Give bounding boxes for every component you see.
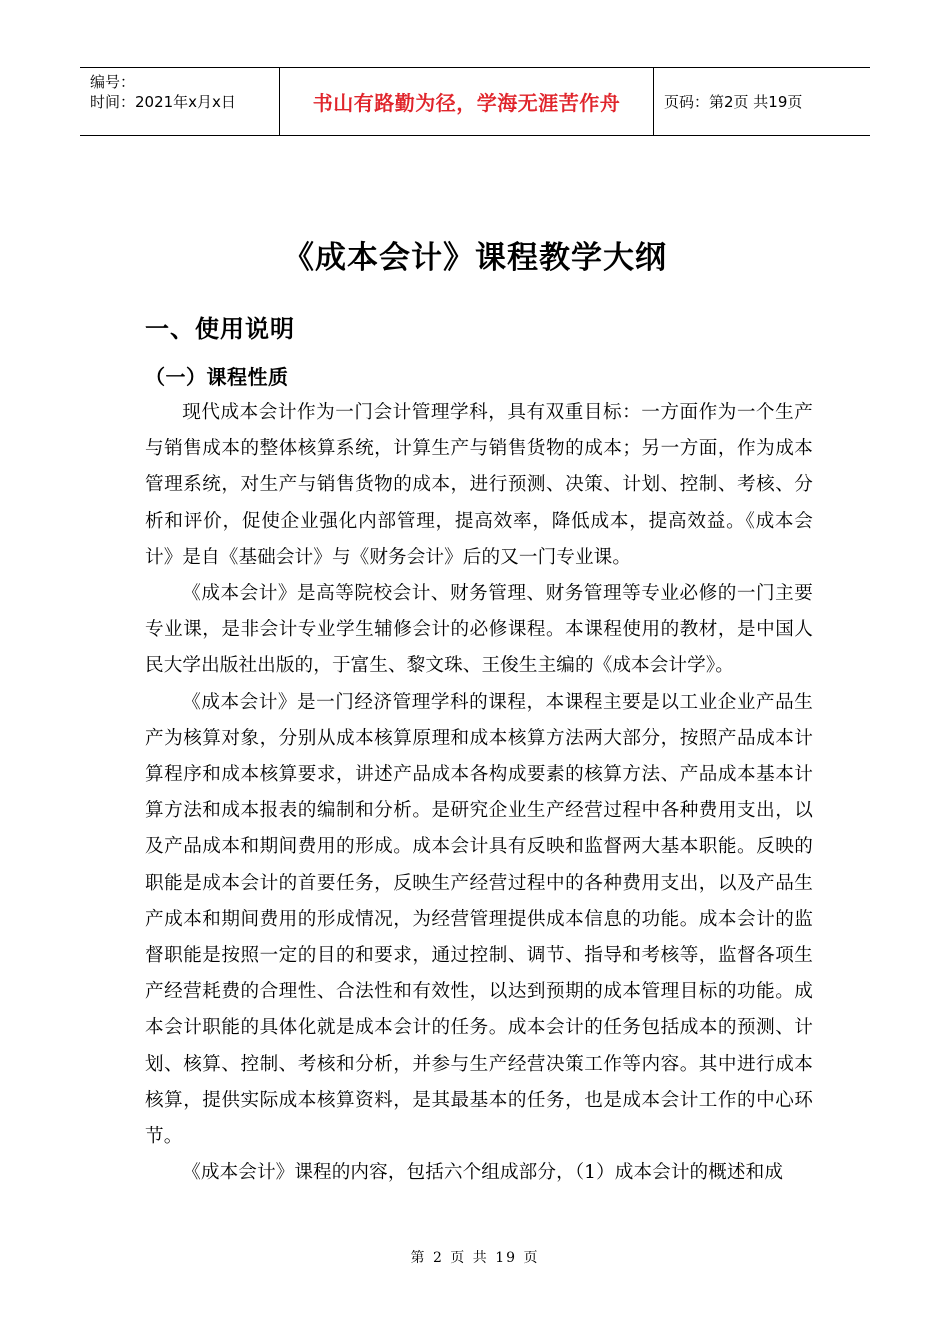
doc-date: 时间：2021年x月x日 <box>90 93 236 111</box>
body-text <box>145 395 813 1191</box>
paragraph: 《成本会计》是高等院校会计、财务管理、财务管理等专业必修的一门主要专业课，是非会计专业学生辅修会计的必修课程。本课程使用的教材，是中国人民大学出版社出版的，于富生、黎文珠、王俊生主编的《成本会计学》。 <box>145 583 813 677</box>
paragraph: 《成本会计》是一门经济管理学科的课程，本课程主要是以工业企业产品生产为核算对象，分别从成本核算原理和成本核算方法两大部分，按照产品成本计算程序和成本核算要求，讲述产品成本各构成要素的核算方法、产品成本基本计算方法和成本报表的编制和分析。是研究企业生产经营过程中各种费用支出，以及产品成本和期间费用的形成。成本会计具有反映和监督两大基本职能。反映的职能是成本会计的首要任务，反映生产经营过程中的各种费用支出，以及产品生产成本和期间费用的形成情况，为经营管理提供成本信息的功能。成本会计的监督职能是按照一定的目的和要求，通过控制、调节、指导和考核等，监督各项生产经营耗费的合理性、合法性和有效性，以达到预期的成本管理目标的功能。成本会计职能的具体化就是成本会计的任务。成本会计的任务包括成本的预测、计划、核算、控制、考核和分析，并参与生产经营决策工作等内容。其中进行成本核算，提供实际成本核算资料，是其最基本的任务，也是成本会计工作的中心环节。 <box>145 691 813 1148</box>
section-heading: 一、使用说明 <box>145 315 295 343</box>
doc-number-label: 编号： <box>90 73 136 91</box>
document-title: 《成本会计》课程教学大纲 <box>283 240 667 276</box>
page-footer: 第 2 页 共 19 页 <box>410 1250 540 1266</box>
subsection-heading: （一）课程性质 <box>145 365 289 389</box>
paragraph: 《成本会计》课程的内容，包括六个组成部分，（1）成本会计的概述和成 <box>182 1162 784 1184</box>
paragraph: 现代成本会计作为一门会计管理学科，具有双重目标：一方面作为一个生产与销售成本的整体核算系统，计算生产与销售货物的成本；另一方面，作为成本管理系统，对生产与销售货物的成本，进行预测、决策、计划、控制、考核、分析和评价，促使企业强化内部管理，提高效率，降低成本，提高效益。《成本会计》是自《基础会计》与《财务会计》后的又一门专业课。 <box>145 402 813 568</box>
page-header <box>80 67 870 136</box>
header-meta <box>80 68 280 135</box>
header-motto: 书山有路勤为径，学海无涯苦作舟 <box>280 68 654 135</box>
header-page-info: 页码：第2页 共19页 <box>664 93 803 111</box>
